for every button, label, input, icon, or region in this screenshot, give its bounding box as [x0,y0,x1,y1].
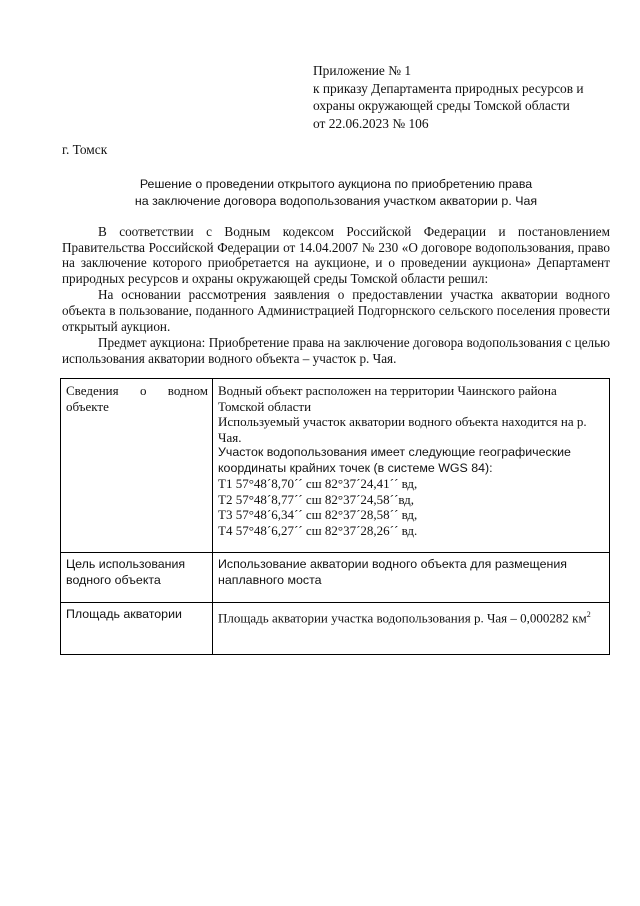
table-value-cell [213,603,610,655]
table-row [61,553,610,603]
body-paragraph-auction-subject: Предмет аукциона: Приобретение права на заключение договора водопользования с целью использования акватории водного объекта – участок р. Чая. [62,335,610,366]
appendix-department-line: охраны окружающей среды Томской области [313,98,570,113]
document-title [60,176,612,210]
appendix-header [313,62,613,132]
city-name: г. Томск [62,142,108,157]
table-label-cell [61,603,213,655]
row1-label-line1: Сведения о водном [66,383,208,398]
table-row [61,603,610,655]
row2-purpose: Использование акватории водного объекта для размещения наплавного моста [218,557,567,587]
body-paragraph-legal-basis: В соответствии с Водным кодексом Российской Федерации и постановлением Правительства Российской Федерации от 14.04.2007 № 230 «О договоре водопользования, право на заключение которого приобретается на аукционе, и о проведении аукциона» Департамент природных ресурсов и охраны окружающей среды Томской области решил: [62,224,610,286]
row3-area-unit-exponent: 2 [586,610,591,619]
table-label-cell [61,379,213,553]
table-value-cell [213,553,610,603]
row2-label: Цель использования водного объекта [66,557,186,587]
water-object-table [60,378,610,655]
table-value-cell [213,379,610,553]
coordinate-point: Т1 57°48´8,70´´ сш 82°37´24,41´´ вд, [218,476,418,491]
appendix-date-line: от 22.06.2023 № 106 [313,115,429,131]
row1-coordinates-intro: Участок водопользования имеет следующие географические координаты крайних точек (в системе WGS 84): [218,445,571,475]
row1-label-line2: объекте [66,398,109,414]
coordinate-point: Т3 57°48´6,34´´ сш 82°37´28,58´´ вд, [218,507,418,522]
coordinate-point: Т2 57°48´8,77´´ сш 82°37´24,58´´вд, [218,491,415,507]
row3-area: Площадь акватории участка водопользования р. Чая – 0,000282 км [218,610,587,626]
row1-location: Водный объект расположен на территории Чаинского района Томской области [218,383,557,414]
body-text [62,224,610,366]
table-label-cell [61,553,213,603]
document-title-line1: Решение о проведении открытого аукциона по приобретению права [139,177,533,191]
appendix-order-line: к приказу Департамента природных ресурсов и [313,80,584,96]
document-title-line2: на заключение договора водопользования участком акватории р. Чая [134,194,538,208]
row3-label: Площадь акватории [66,607,182,621]
coordinate-point: Т4 57°48´6,27´´ сш 82°37´28,26´´ вд. [218,522,418,538]
body-paragraph-application: На основании рассмотрения заявления о предоставлении участка акватории водного объекта в пользование, поданного Администрацией Подгорнского сельского поселения провести открытый аукцион. [62,287,610,334]
appendix-number: Приложение № 1 [313,63,412,78]
table-row [61,379,610,553]
row1-water-area: Используемый участок акватории водного объекта находится на р. Чая. [218,414,587,445]
